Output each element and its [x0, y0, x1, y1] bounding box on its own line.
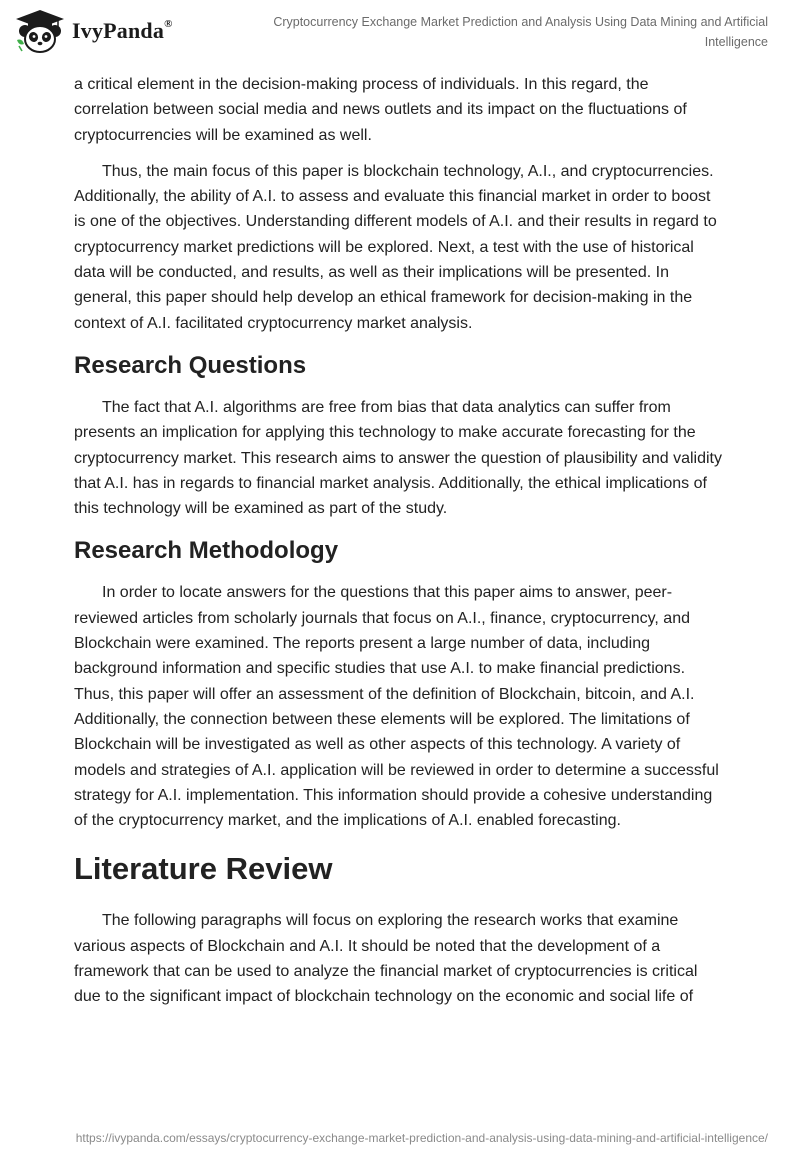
document-title: Cryptocurrency Exchange Market Prediction and Analysis Using Data Mining and Artificial Intelligence: [273, 15, 768, 49]
paragraph-intro-continuation: a critical element in the decision-making process of individuals. In this regard, the correlation between social media and news outlets and its impact on the fluctuations of cryptocurrencies will be examined as well.: [74, 76, 687, 144]
heading-research-questions: Research Questions: [74, 351, 307, 379]
heading-literature-review: Literature Review: [74, 851, 333, 887]
page-header: [0, 0, 800, 62]
paragraph-main-focus: Thus, the main focus of this paper is blockchain technology, A.I., and cryptocurrencies. Additionally, the ability of A.I. to assess and evaluate this financial market in order to boost is one of the objectives. Understanding different models of A.I. and their results in regard to cryptocurrency market predictions will be explored. Next, a test with the use of historical data will be conducted, and results, as well as their implications will be presented. In general, this paper should help develop an ethical framework for decision-making in the context of A.I. facilitated cryptocurrency market analysis.: [74, 162, 717, 332]
paragraph-literature-review: The following paragraphs will focus on exploring the research works that examine various aspects of Blockchain and A.I. It should be noted that the development of a framework that can be used to analyze the financial market of cryptocurrencies is critical due to the significant impact of blockchain technology on the economic and social life of: [74, 912, 698, 1006]
paragraph-research-questions: The fact that A.I. algorithms are free from bias that data analytics can suffer from presents an implication for applying this technology to make accurate forecasting for the cryptocurrency market. This research aims to answer the question of plausibility and validity that A.I. has in regards to financial market analysis. Additionally, the ethical implications of this technology will be examined as part of the study.: [74, 398, 722, 518]
source-url[interactable]: https://ivypanda.com/essays/cryptocurrency-exchange-market-prediction-and-analysis-using-data-mining-and-artificial-intelligence/: [75, 1131, 768, 1145]
registered-mark: ®: [164, 17, 173, 30]
panda-graduation-icon: [14, 8, 66, 54]
heading-research-methodology: Research Methodology: [74, 537, 339, 565]
article-body: [74, 72, 726, 1021]
logo-text: IvyPanda®: [72, 17, 173, 43]
ivypanda-logo[interactable]: [14, 8, 173, 54]
paragraph-research-methodology: In order to locate answers for the questions that this paper aims to answer, peer-reviewed articles from scholarly journals that focus on A.I., finance, cryptocurrency, and Blockchain were examined. The reports present a large number of data, including background information and specific studies that use A.I. to make financial predictions. Thus, this paper will offer an assessment of the definition of Blockchain, bitcoin, and A.I. Additionally, the connection between these elements will be explored. The limitations of Blockchain will be investigated as well as other aspects of this technology. A variety of models and strategies of A.I. application will be reviewed in order to determine a successful strategy for A.I. implementation. This information should provide a cohesive understanding of the cryptocurrency market, and the implications of A.I. enabled forecasting.: [74, 584, 719, 830]
